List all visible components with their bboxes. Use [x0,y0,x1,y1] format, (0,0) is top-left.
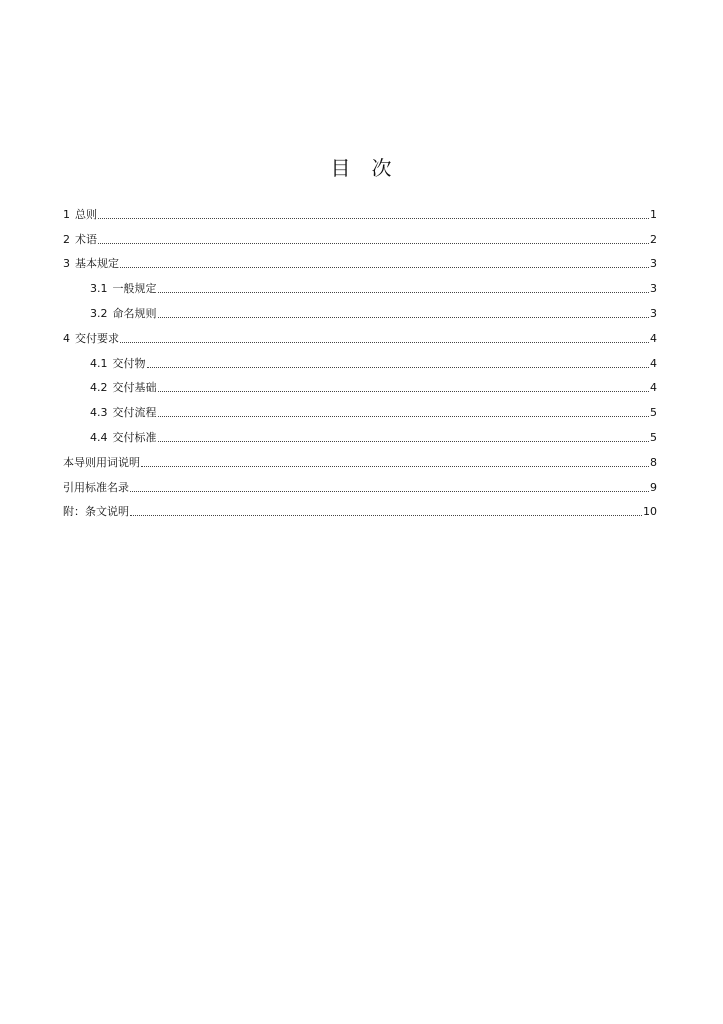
toc-entry-number: 4.3 [90,406,108,420]
toc-entry-4-delivery-requirements[interactable] [63,324,657,349]
toc-title-char-2: 次 [371,156,393,180]
toc-entry-label [90,431,157,448]
toc-entry-label [63,505,129,522]
toc-entry-4-1-deliverables[interactable] [63,349,657,374]
toc-entry-text: 基本规定 [75,257,119,271]
toc-entry-text: 本导则用词说明 [63,455,140,469]
toc-entry-number: 4.2 [90,381,108,395]
toc-list [63,200,657,522]
toc-dot-leader [158,391,650,392]
toc-entry-3-1-general-provisions[interactable] [63,274,657,299]
toc-entry-page: 4 [650,356,657,370]
toc-entry-label [90,307,157,324]
toc-entry-label [63,481,129,498]
toc-entry-label [90,381,157,398]
toc-entry-label [90,406,157,423]
toc-dot-leader [98,218,649,219]
toc-entry-text: 交付标准 [112,430,157,444]
toc-entry-page: 4 [650,381,657,395]
toc-entry-page: 10 [643,505,657,519]
toc-entry-text: 引用标准名录 [63,480,129,494]
toc-dot-leader [147,367,650,368]
toc-dot-leader [130,491,649,492]
toc-entry-number: 1 [63,207,70,221]
toc-entry-page: 1 [650,207,657,221]
toc-entry-page: 3 [650,306,657,320]
toc-entry-clause-explanation[interactable] [63,498,657,523]
toc-dot-leader [141,466,649,467]
toc-dot-leader [130,515,642,516]
toc-entry-referenced-standards[interactable] [63,473,657,498]
toc-dot-leader [158,317,650,318]
toc-entry-4-2-delivery-basis[interactable] [63,374,657,399]
toc-entry-label [63,332,119,349]
toc-entry-text: 交付流程 [112,406,157,420]
toc-entry-text: 交付要求 [75,331,119,345]
toc-entry-page: 3 [650,282,657,296]
toc-entry-text: 术语 [75,232,97,246]
toc-entry-3-2-naming-rules[interactable] [63,299,657,324]
toc-entry-number: 3 [63,257,70,271]
toc-entry-3-basic-provisions[interactable] [63,250,657,275]
toc-title [0,155,723,181]
toc-entry-page: 9 [650,480,657,494]
toc-entry-number: 4.1 [90,356,108,370]
toc-dot-leader [98,243,649,244]
toc-entry-2-terms[interactable] [63,225,657,250]
toc-entry-label [63,456,140,473]
toc-entry-page: 5 [650,430,657,444]
toc-entry-text: 交付物 [112,356,146,370]
toc-entry-wording-explanation[interactable] [63,448,657,473]
toc-entry-4-4-delivery-standards[interactable] [63,423,657,448]
toc-entry-page: 3 [650,257,657,271]
toc-title-char-1: 目 [330,156,352,180]
toc-entry-label [63,233,97,250]
toc-entry-label [63,208,97,225]
toc-entry-page: 8 [650,455,657,469]
toc-entry-text: 命名规则 [112,306,157,320]
toc-entry-number: 3.2 [90,306,108,320]
toc-entry-label [63,257,119,274]
toc-entry-page: 4 [650,331,657,345]
toc-entry-page: 2 [650,232,657,246]
toc-entry-text: 总则 [75,207,97,221]
toc-dot-leader [158,441,650,442]
toc-entry-label [90,357,146,374]
toc-entry-text: 附：条文说明 [63,505,129,519]
toc-entry-number: 4.4 [90,430,108,444]
toc-dot-leader [120,267,649,268]
toc-dot-leader [120,342,649,343]
toc-entry-number: 4 [63,331,70,345]
toc-dot-leader [158,416,650,417]
toc-entry-label [90,282,157,299]
toc-entry-number: 3.1 [90,282,108,296]
toc-entry-1-general[interactable] [63,200,657,225]
toc-entry-number: 2 [63,232,70,246]
toc-entry-4-3-delivery-process[interactable] [63,398,657,423]
toc-entry-page: 5 [650,406,657,420]
toc-entry-text: 交付基础 [112,381,157,395]
toc-dot-leader [158,292,650,293]
toc-entry-text: 一般规定 [112,282,157,296]
